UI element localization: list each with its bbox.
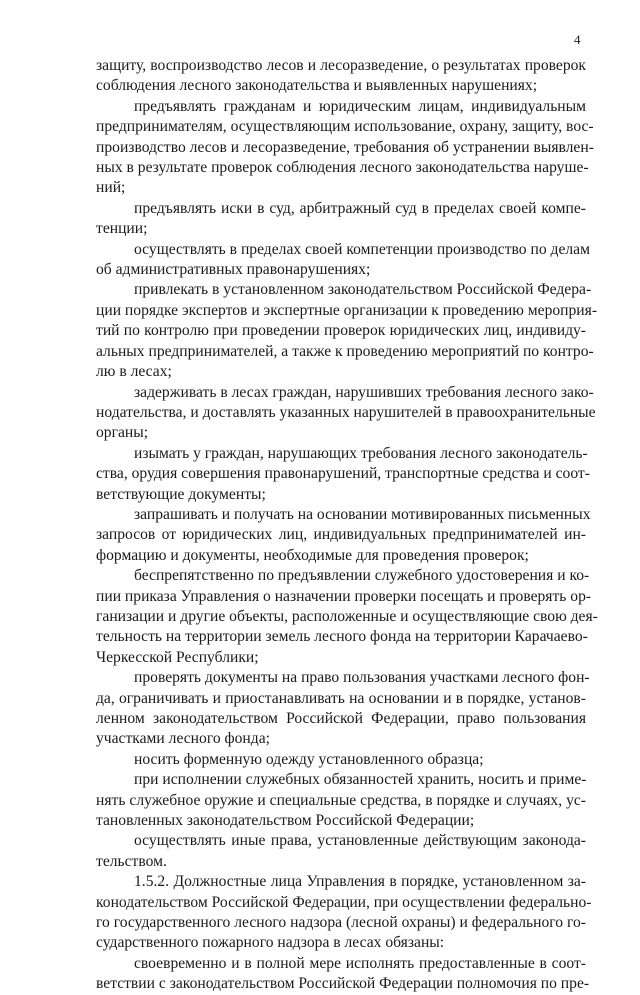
- text-line: осуществлять иные права, установленные действующим законода-: [134, 832, 586, 850]
- text-line: защиту, воспроизводство лесов и лесоразведение, о результатах проверок: [96, 57, 586, 74]
- text-line: конодательством Российской Федерации, при осуществлении федерально-: [96, 893, 592, 911]
- text-line: производство лесов и лесоразведение, требования об устранении выявлен-: [96, 138, 594, 156]
- text-line: сударственного пожарного надзора в лесах обязаны:: [96, 934, 445, 952]
- text-line: тельством.: [96, 852, 167, 870]
- text-line: тий по контролю при проведении проверок юридических лиц, индивиду-: [96, 322, 586, 340]
- text-line: участками лесного фонда;: [96, 730, 270, 748]
- text-line: своевременно и в полной мере исполнять предоставленные в соот-: [134, 954, 586, 972]
- text-line: пии приказа Управления о назначении проверки посещать и проверять ор-: [96, 587, 592, 605]
- text-line: тановленных законодательством Российской Федерации;: [96, 812, 475, 830]
- text-line: Черкесской Республики;: [96, 648, 259, 666]
- text-line: тенции;: [96, 220, 148, 238]
- text-line: предпринимателям, осуществляющим использование, охрану, защиту, вос-: [96, 118, 594, 136]
- text-line: запросов от юридических лиц, индивидуальных предпринимателей ин-: [96, 526, 586, 544]
- text-line: носить форменную одежду установленного образца;: [134, 750, 484, 768]
- text-line: запрашивать и получать на основании мотивированных письменных: [134, 505, 591, 523]
- text-line: го государственного лесного надзора (лесной охраны) и федерального го-: [96, 914, 586, 932]
- text-line: задерживать в лесах граждан, нарушивших требования лесного зако-: [134, 383, 594, 401]
- text-line: формацию и документы, необходимые для проведения проверок;: [96, 546, 529, 564]
- text-line: об административных правонарушениях;: [96, 261, 371, 279]
- text-line: ганизации и другие объекты, расположенные и осуществляющие свою дея-: [96, 607, 598, 625]
- text-line: привлекать в установленном законодательством Российской Федера-: [134, 281, 592, 299]
- text-line: лю в лесах;: [96, 363, 172, 381]
- text-line: ства, орудия совершения правонарушений, транспортные средства и соот-: [96, 465, 590, 483]
- text-line: ветствии с законодательством Российской Федерации полномочия по пре-: [96, 975, 590, 993]
- text-line: ных в результате проверок соблюдения лесного законодательства наруше-: [96, 159, 589, 177]
- text-line: изымать у граждан, нарушающих требования лесного законодатель-: [134, 444, 588, 462]
- text-line: альных предпринимателей, а также к проведению мероприятий по контро-: [96, 342, 594, 360]
- text-line: соблюдения лесного законодательства и выявленных нарушениях;: [96, 77, 538, 95]
- text-line: 1.5.2. Должностные лица Управления в порядке, установленном за-: [134, 873, 586, 891]
- text-line: ленном законодательством Российской Федерации, право пользования: [96, 710, 586, 727]
- text-line: проверять документы на право пользования участками лесного фон-: [134, 669, 590, 687]
- text-line: предъявлять гражданам и юридическим лицам, индивидуальным: [134, 97, 586, 115]
- text-line: нять служебное оружие и специальные средства, в порядке и случаях, ус-: [96, 791, 586, 809]
- text-line: нодательства, и доставлять указанных нарушителей в правоохранительные: [96, 403, 596, 421]
- text-line: ний;: [96, 179, 126, 197]
- document-body: [96, 56, 598, 995]
- text-line: ции порядке экспертов и экспертные организации к проведению мероприя-: [96, 301, 598, 319]
- page-number: 4: [574, 32, 581, 47]
- text-line: ветствующие документы;: [96, 485, 266, 503]
- text-line: предъявлять иски в суд, арбитражный суд в пределах своей компе-: [134, 199, 586, 217]
- text-line: тельность на территории земель лесного фонда на территории Карачаево-: [96, 628, 588, 646]
- text-line: да, ограничивать и приостанавливать на основании и в порядке, установ-: [96, 689, 586, 707]
- text-line: беспрепятственно по предъявлении служебного удостоверения и ко-: [134, 567, 590, 585]
- text-line: при исполнении служебных обязанностей хранить, носить и приме-: [134, 771, 587, 789]
- text-line: осуществлять в пределах своей компетенции производство по делам: [134, 240, 590, 258]
- text-line: органы;: [96, 424, 149, 442]
